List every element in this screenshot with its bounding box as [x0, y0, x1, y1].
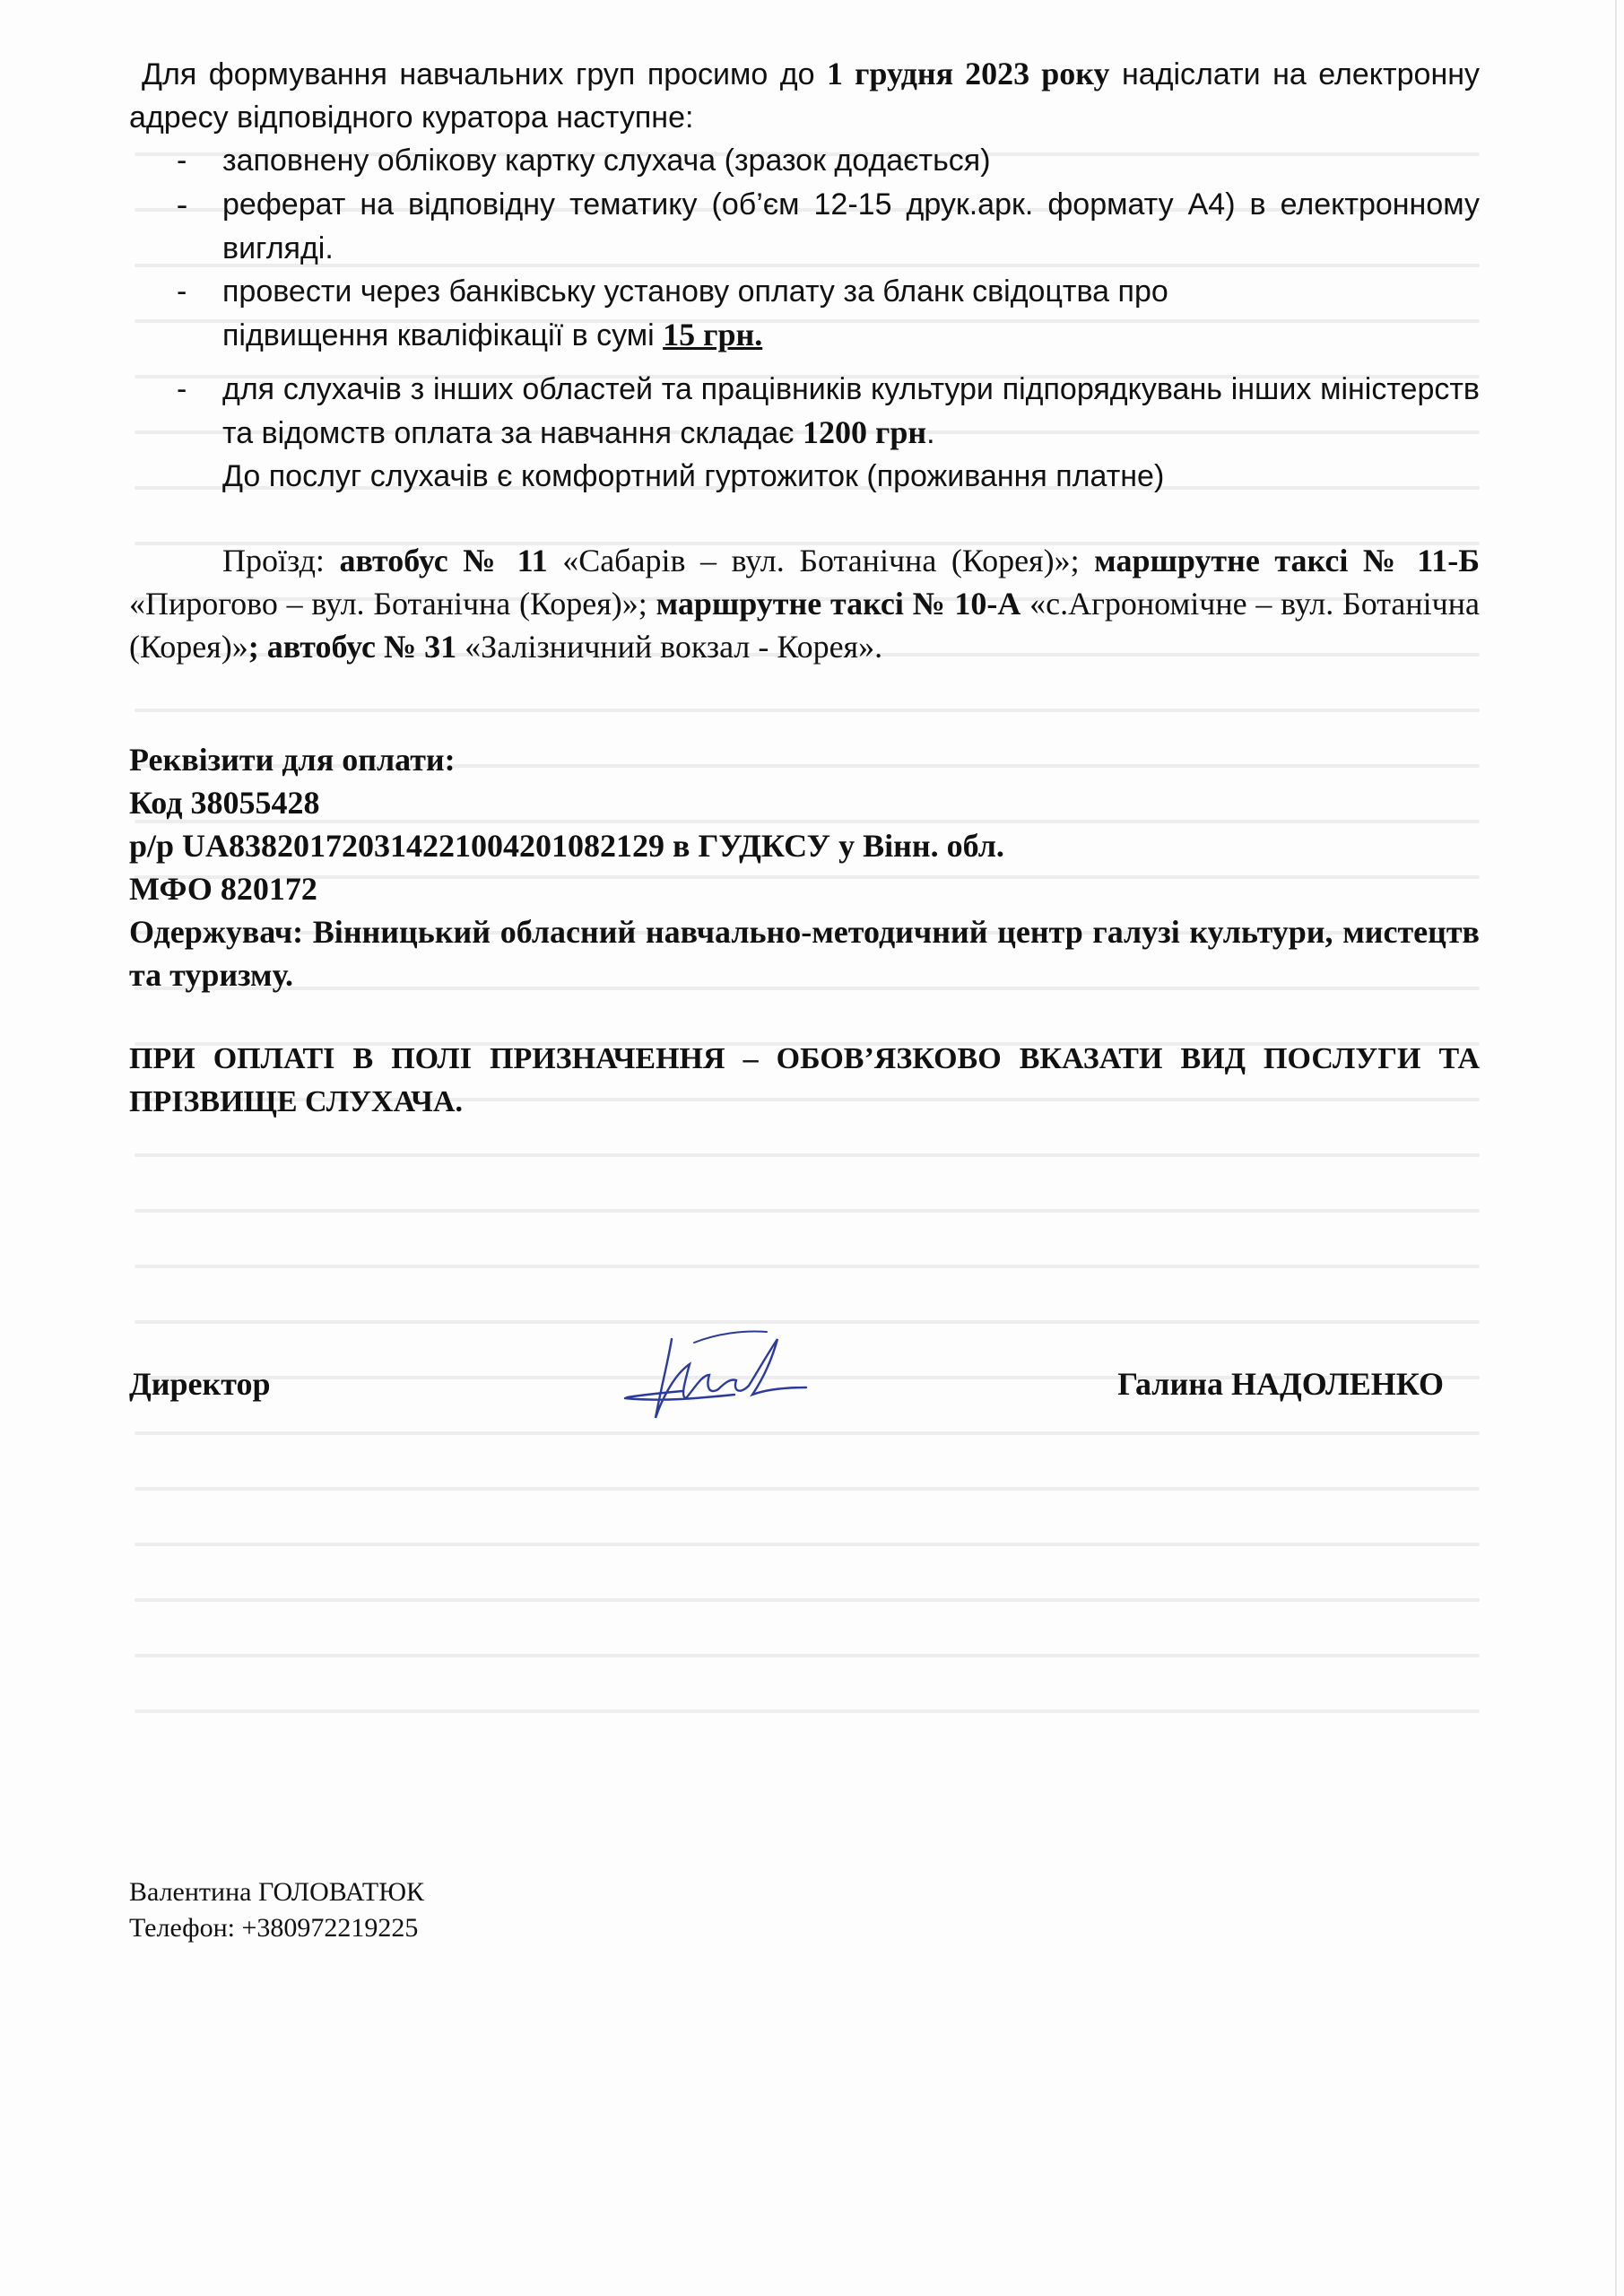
route-name: ; автобус № 31 — [248, 629, 457, 665]
intro-text: Для формування навчальних груп просимо до — [142, 57, 828, 91]
amount-1200: 1200 грн — [802, 414, 927, 450]
payment-notice: ПРИ ОПЛАТІ В ПОЛІ ПРИЗНАЧЕННЯ – ОБОВ’ЯЗКОВО ВКАЗАТИ ВИД ПОСЛУГИ ТА ПРІЗВИЩЕ СЛУХАЧА. — [129, 1042, 1480, 1118]
contact-person: Валентина ГОЛОВАТЮК — [129, 1877, 425, 1907]
route-desc: «с.Агрономічне – вул. Ботанічна (Корея)» — [129, 586, 1480, 665]
transport-label: Проїзд: — [222, 543, 340, 578]
amount-15: 15 грн. — [663, 317, 763, 352]
list-item-text: реферат на відповідну тематику (об’єм 12-15 друк.арк. формату А4) в електронному вигляді. — [222, 187, 1480, 265]
intro-paragraph — [129, 52, 1480, 139]
list-dash: - — [177, 372, 187, 406]
contact-block — [129, 1874, 424, 1946]
list-item-end: . — [926, 416, 935, 450]
list-item — [129, 139, 1480, 182]
route-name: маршрутне таксі № 11-Б — [1094, 543, 1481, 578]
list-item — [129, 182, 1480, 270]
contact-phone: Телефон: +380972219225 — [129, 1913, 419, 1943]
transport-paragraph — [129, 539, 1480, 668]
signer-position: Директор — [129, 1366, 271, 1402]
handwritten-signature — [609, 1312, 824, 1447]
signer-name: Галина НАДОЛЕНКО — [1117, 1366, 1444, 1402]
payment-mfo: МФО 820172 — [129, 871, 317, 907]
list-dash: - — [177, 144, 187, 178]
dormitory-note: До послуг слухачів є комфортний гуртожиток (проживання платне) — [222, 459, 1165, 493]
deadline: 1 грудня 2023 року — [827, 56, 1110, 91]
route-name: маршрутне таксі № 10-А — [656, 586, 1021, 622]
route-desc: «Пирогово – вул. Ботанічна (Корея)»; — [129, 586, 656, 622]
letter-body — [129, 52, 1480, 1474]
route-name: автобус № 11 — [339, 543, 548, 578]
payment-recipient: Одержувач: Вінницький обласний навчально-методичний центр галузі культури, мистецтв та туризму. — [129, 914, 1480, 993]
payment-code: Код 38055428 — [129, 785, 320, 821]
list-item-text: для слухачів з інших областей та працівників культури підпорядкувань інших міністерств та відомств оплата за навчання складає — [222, 372, 1480, 450]
route-desc: «Сабарів – вул. Ботанічна (Корея)»; — [547, 543, 1095, 578]
list-item — [129, 368, 1480, 455]
payment-heading: Реквізити для оплати: — [129, 742, 456, 778]
list-item-text: провести через банківську установу оплату за бланк свідоцтва про підвищення кваліфікації в сумі — [222, 274, 1168, 352]
payment-account: р/р UA838201720314221004201082129 в ГУДКСУ у Вінн. обл. — [129, 828, 1004, 864]
scan-edge — [1615, 0, 1617, 2296]
list-item — [129, 270, 1480, 357]
signature-block — [129, 1348, 1480, 1474]
intro-text-2: надіслати на електронну адресу відповідного куратора наступне: — [129, 57, 1480, 135]
list-dash: - — [177, 186, 187, 222]
list-item-text: заповнену облікову картку слухача (зразок додається) — [222, 144, 991, 178]
list-dash: - — [177, 274, 187, 309]
route-desc: «Залізничний вокзал - Корея». — [456, 629, 883, 665]
